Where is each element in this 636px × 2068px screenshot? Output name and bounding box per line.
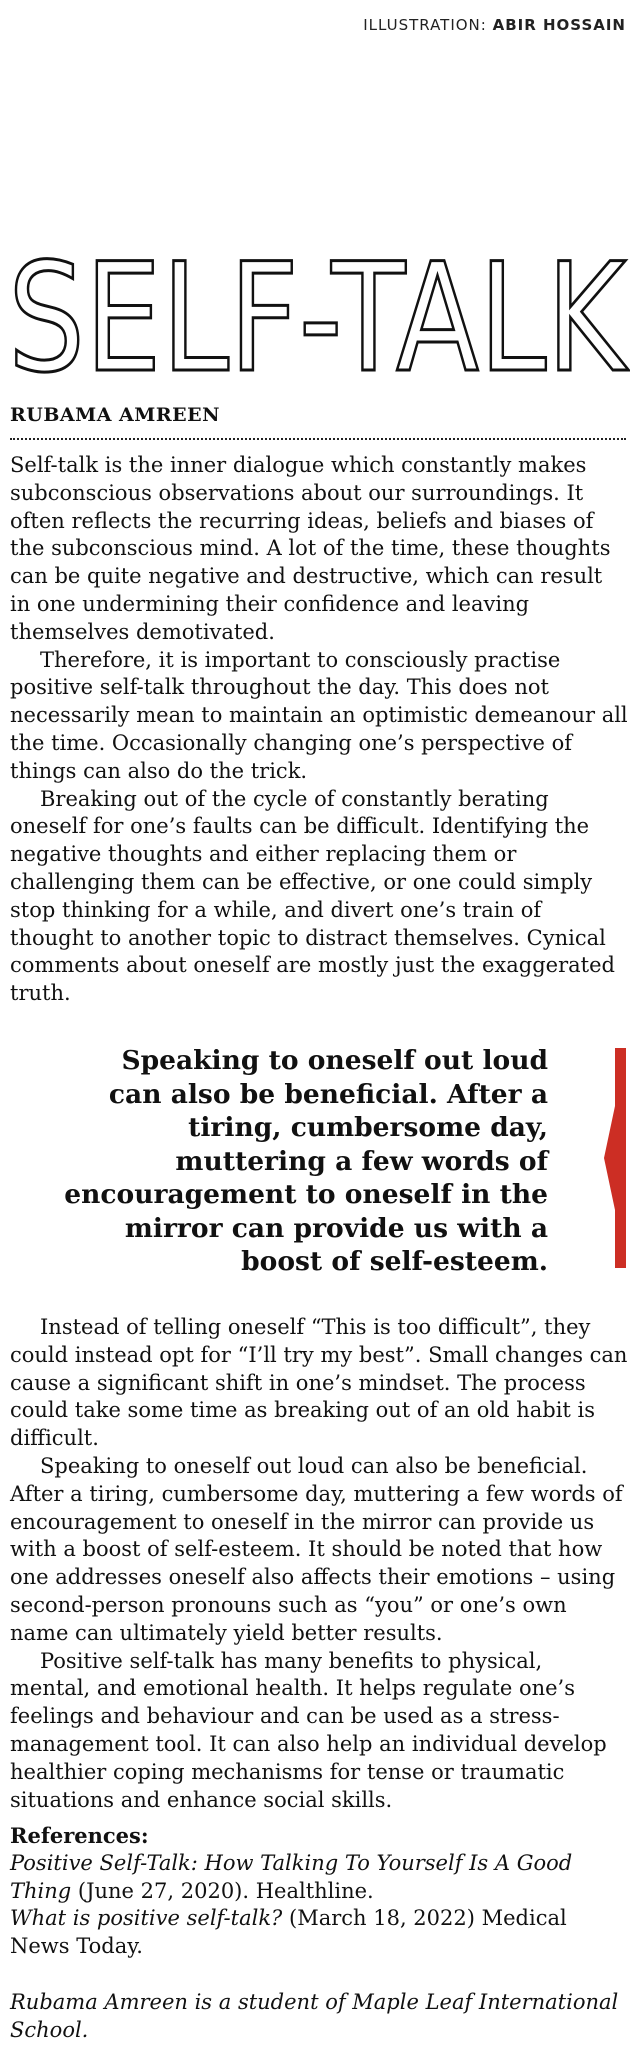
headline-text: SELF-TALK: [8, 248, 629, 388]
reference-title: What is positive self-talk?: [10, 1906, 283, 1931]
byline: RUBAMA AMREEN: [10, 404, 220, 426]
reference-item: [10, 1905, 628, 1961]
headline: [6, 248, 630, 388]
pull-quote: Speaking to oneself out loud can also be beneficial. After a tiring, cumbersome day, muttering a few words of encouragement to oneself in the mirror can provide us with a boost of self-esteem.: [64, 1045, 548, 1277]
reference-item: [10, 1850, 628, 1906]
reference-source: (June 27, 2020). Healthline.: [71, 1878, 374, 1903]
author-note: Rubama Amreen is a student of Maple Leaf International School.: [10, 1989, 619, 2042]
dotted-divider: [10, 438, 626, 440]
credit-name: ABIR HOSSAIN: [492, 16, 626, 34]
paragraph: Self-talk is the inner dialogue which constantly makes subconscious observations about our surroundings. It often reflects the recurring ideas, beliefs and biases of the subconscious mind. A lot of the time, these thoughts can be quite negative and destructive, which can result in one undermining their confidence and leaving themselves demotivated.: [10, 453, 611, 644]
paragraph: Speaking to oneself out loud can also be beneficial. After a tiring, cumbersome day, muttering a few words of encouragement to oneself in the mirror can provide us with a boost of self-esteem. It should be noted that how one addresses oneself also affects their emotions – using second-person pronouns such as “you” or one’s own name can ultimately yield better results.: [10, 1453, 623, 1645]
paragraph: Therefore, it is important to consciously practise positive self-talk throughout the day. This does not necessarily mean to maintain an optimistic demeanour all the time. Occasionally changing one’s perspective of things can also do the trick.: [10, 647, 628, 783]
references: [10, 1822, 628, 2044]
paragraph: Instead of telling oneself “This is too difficult”, they could instead opt for “I’ll try my best”. Small changes can cause a significant shift in one’s mindset. The process could take some time as breaking out of an old habit is difficult.: [10, 1315, 628, 1451]
references-heading: References:: [10, 1823, 149, 1848]
illustration-credit: [363, 16, 626, 34]
article-body-top: [10, 452, 628, 1008]
article-body-bottom: [10, 1314, 628, 1814]
reference-source: (March 18, 2022) Medical News Today.: [10, 1906, 567, 1959]
credit-prefix: ILLUSTRATION:: [363, 16, 493, 34]
reference-title: Positive Self-Talk: How Talking To Yourself Is A Good Thing: [10, 1850, 573, 1903]
pull-quote-accent: [604, 1048, 626, 1268]
paragraph: Breaking out of the cycle of constantly berating oneself for one’s faults can be difficult. Identifying the negative thoughts and either replacing them or challenging them can be effective, or one could simply stop thinking for a while, and divert one’s train of thought to another topic to distract themselves. Cynical comments about oneself are mostly just the exaggerated truth.: [10, 786, 615, 1006]
paragraph: Positive self-talk has many benefits to physical, mental, and emotional health. It helps regulate one’s feelings and behaviour and can be used as a stress-management tool. It can also help an individual develop healthier coping mechanisms for tense or traumatic situations and enhance social skills.: [10, 1648, 607, 1812]
